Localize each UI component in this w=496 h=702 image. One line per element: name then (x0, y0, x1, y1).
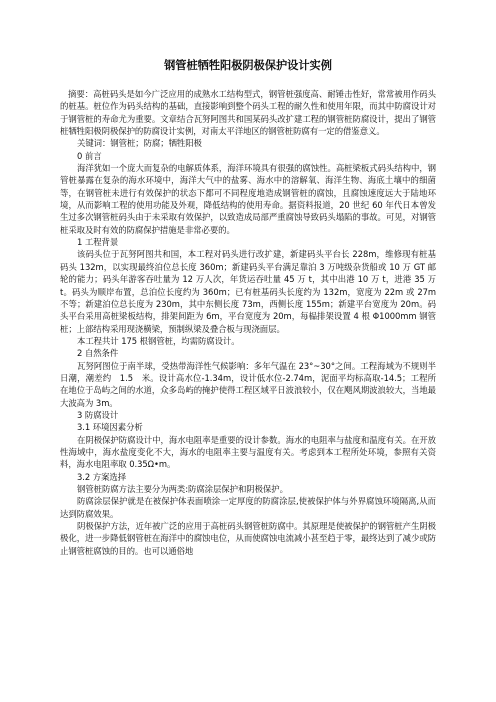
body-paragraph: 海洋犹如一个庞大而复杂的电解质体系，海洋环境具有很强的腐蚀性。高桩梁板式码头结构中，钢管桩暴露在复杂的海水环境中，海洋大气中的盐雾、海水中的溶解氧、海洋生物、海底土壤中的细菌等，在钢管桩未进行有效保护的状态下都可不同程度地造成钢管桩的腐蚀，且腐蚀速度远大于陆地环境，从而影响工程的使用功能及外观，降低结构的使用寿命。据资料报道，20 世纪 60 年代日本曾发生过多次钢管桩码头由于未采取有效保护，以致造成局部严重腐蚀导致码头塌陷的事故。可见，对钢管桩采取及时有效的防腐保护措施是非常必要的。 (60, 163, 436, 235)
body-paragraph: 阴极保护方法，近年被广泛的应用于高桩码头钢管桩防腐中。其原理是使被保护的钢管桩产生阴极极化，进一步降低钢管桩在海洋中的腐蚀电位，从而使腐蚀电流减小甚至趋于零，最终达到了减少或防止钢管桩腐蚀的目的。也可以通俗地 (60, 521, 436, 556)
body-paragraph: 在阴极保护防腐设计中，海水电阻率是重要的设计参数。海水的电阻率与盐度和温度有关。在开放性海域中，海水盐度变化不大，海水的电阻率主要与温度有关。考虑到本工程所处环境，参照有关资料，海水电阻率取 0.35Ω•m。 (60, 434, 436, 470)
section-heading-preface: 0 前言 (77, 150, 102, 161)
document-body (60, 88, 436, 557)
abstract-paragraph: 摘要：高桩码头是如今广泛应用的成熟水工结构型式，钢管桩强度高、耐锤击性好，常常被用作码头的桩基。桩位作为码头结构的基础，直接影响到整个码头工程的耐久性和使用年限，而其中防腐设计对于钢管桩的寿命尤为重要。文章结合瓦努阿图共和国某码头改扩建工程的钢管桩防腐设计，提出了钢管桩牺牲阳极阴极保护的防腐设计实例，对南太平洋地区的钢管桩防腐有一定的借鉴意义。 (60, 89, 436, 137)
body-paragraph: 该码头位于瓦努阿图共和国，本工程对码头进行改扩建，新建码头平台长 228m，维修现有桩基码头 132m，以实现最终泊位总长度 360m；新建码头平台满足靠泊 3 万吨级杂货船或 10 万 GT 邮轮的能力；码头年游客吞吐量为 12 万人次，年货运吞吐量 45 万 t，其中出港 10 万 t，进港 35 万 t。码头为顺岸布置，总泊位长度约为 360m；已有桩基码头长度约为 132m，宽度为 22m 或 27m 不等；新建泊位总长度为 230m，其中东侧长度 73m，西侧长度 155m；新建平台宽度为 20m。码头平台采用高桩梁板结构，排架间距为 6m，平台宽度为 20m，每榀排架设置 4 根 Φ1000mm 钢管桩；上部结构采用现浇横梁，预制纵梁及叠合板与现浇面层。 (60, 249, 436, 334)
subsection-heading-environment: 3.1 环境因素分析 (77, 422, 143, 433)
subsection-heading-scheme: 3.2 方案选择 (77, 471, 127, 482)
section-heading-anticorrosion-design: 3 防腐设计 (77, 409, 119, 420)
keywords-line: 关键词：钢管桩；防腐；牺牲阳极 (77, 138, 202, 149)
document-title: 钢管桩牺牲阳极阴极保护设计实例 (164, 59, 332, 72)
body-paragraph: 瓦努阿图位于南半球，受热带海洋性气候影响：多年气温在 23°~30°之间。工程海域为不规则半日潮，潮差约 1.5 米。设计高水位-1.34m，设计低水位-2.74m，泥面平均标高取-14.5；工程所在地位于岛屿之间的水道，众多岛屿的掩护使得工程区域平日波浪较小，仅在飓风期波浪较大，当地最大波高为 3m。 (60, 360, 436, 408)
section-heading-background: 1 工程背景 (77, 237, 119, 248)
section-heading-natural-conditions: 2 自然条件 (77, 348, 119, 359)
body-paragraph: 本工程共计 175 根钢管桩，均需防腐设计。 (77, 335, 240, 346)
body-paragraph: 钢管桩防腐方法主要分为两类:防腐涂层保护和阴极保护。 (77, 484, 288, 494)
body-paragraph: 防腐涂层保护就是在被保护体表面喷涂一定厚度的防腐涂层,使被保护体与外界腐蚀环境隔离,从而达到防腐效果。 (60, 496, 436, 519)
